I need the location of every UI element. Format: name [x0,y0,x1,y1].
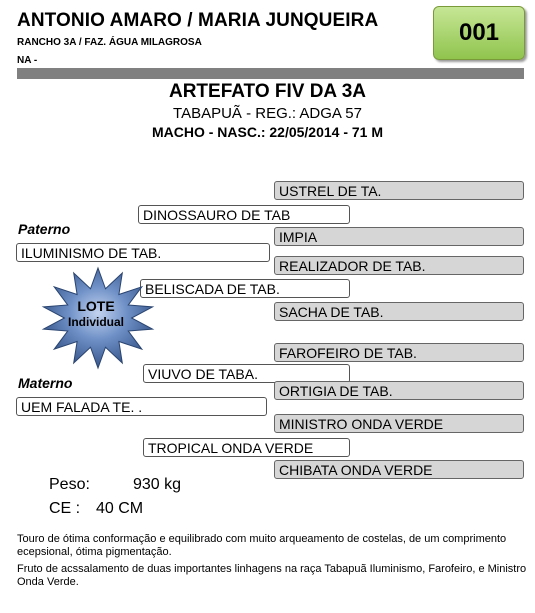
maternal-grandsire-box: VIUVO DE TABA. [143,364,350,383]
animal-name: ARTEFATO FIV DA 3A [168,81,367,102]
ranch-name: RANCHO 3A / FAZ. ÁGUA MILAGROSA [17,37,202,48]
maternal-label: Materno [18,375,73,391]
lote-individual-badge [36,266,168,374]
mgs-sire-box: FAROFEIRO DE TAB. [274,343,524,362]
sex-birth-date: MACHO - NASC.: 22/05/2014 - 71 M [151,124,384,140]
paternal-granddam-box: BELISCADA DE TAB. [140,279,350,298]
badge-line1: LOTE [77,298,115,314]
sire-box: ILUMINISMO DE TAB. [16,243,270,262]
pgd-dam-box: SACHA DE TAB. [274,302,524,321]
pgs-sire-box: USTREL DE TA. [274,181,524,200]
header-divider [17,68,524,79]
badge-text [36,298,156,330]
pgd-sire-box: REALIZADOR DE TAB. [274,256,524,275]
paternal-grandsire-box: DINOSSAURO DE TAB [138,205,350,224]
lot-number-badge: 001 [433,6,525,60]
description-para2: Fruto de acssalamento de duas importantes linhagens na raça Tabapuã Iluminismo, Farofeiro, e Ministro Onda Verde. [17,563,527,588]
description-para1: Touro de ótima conformação e equilibrado com muito arqueamento de costelas, de um comprimento ecepsional, ótima pigmentação. [17,533,507,558]
weight-value: 930 kg [133,476,182,493]
dam-box: UEM FALADA TE. . [16,397,267,416]
pgs-dam-box: IMPIA [274,227,524,246]
mgd-sire-box: MINISTRO ONDA VERDE [274,414,524,433]
owner-names: ANTONIO AMARO / MARIA JUNQUEIRA [17,10,379,31]
ce-label: CE : [49,500,81,517]
na-field: NA - [17,55,38,66]
ce-value: 40 CM [96,500,144,517]
mgd-dam-box: CHIBATA ONDA VERDE [274,460,524,479]
badge-line2: Individual [67,315,124,329]
maternal-granddam-box: TROPICAL ONDA VERDE [143,438,350,457]
breed-registration: TABAPUÃ - REG.: ADGA 57 [173,105,362,122]
paternal-label: Paterno [18,221,71,237]
mgs-dam-box: ORTIGIA DE TAB. [274,381,524,400]
weight-label: Peso: [49,476,90,493]
